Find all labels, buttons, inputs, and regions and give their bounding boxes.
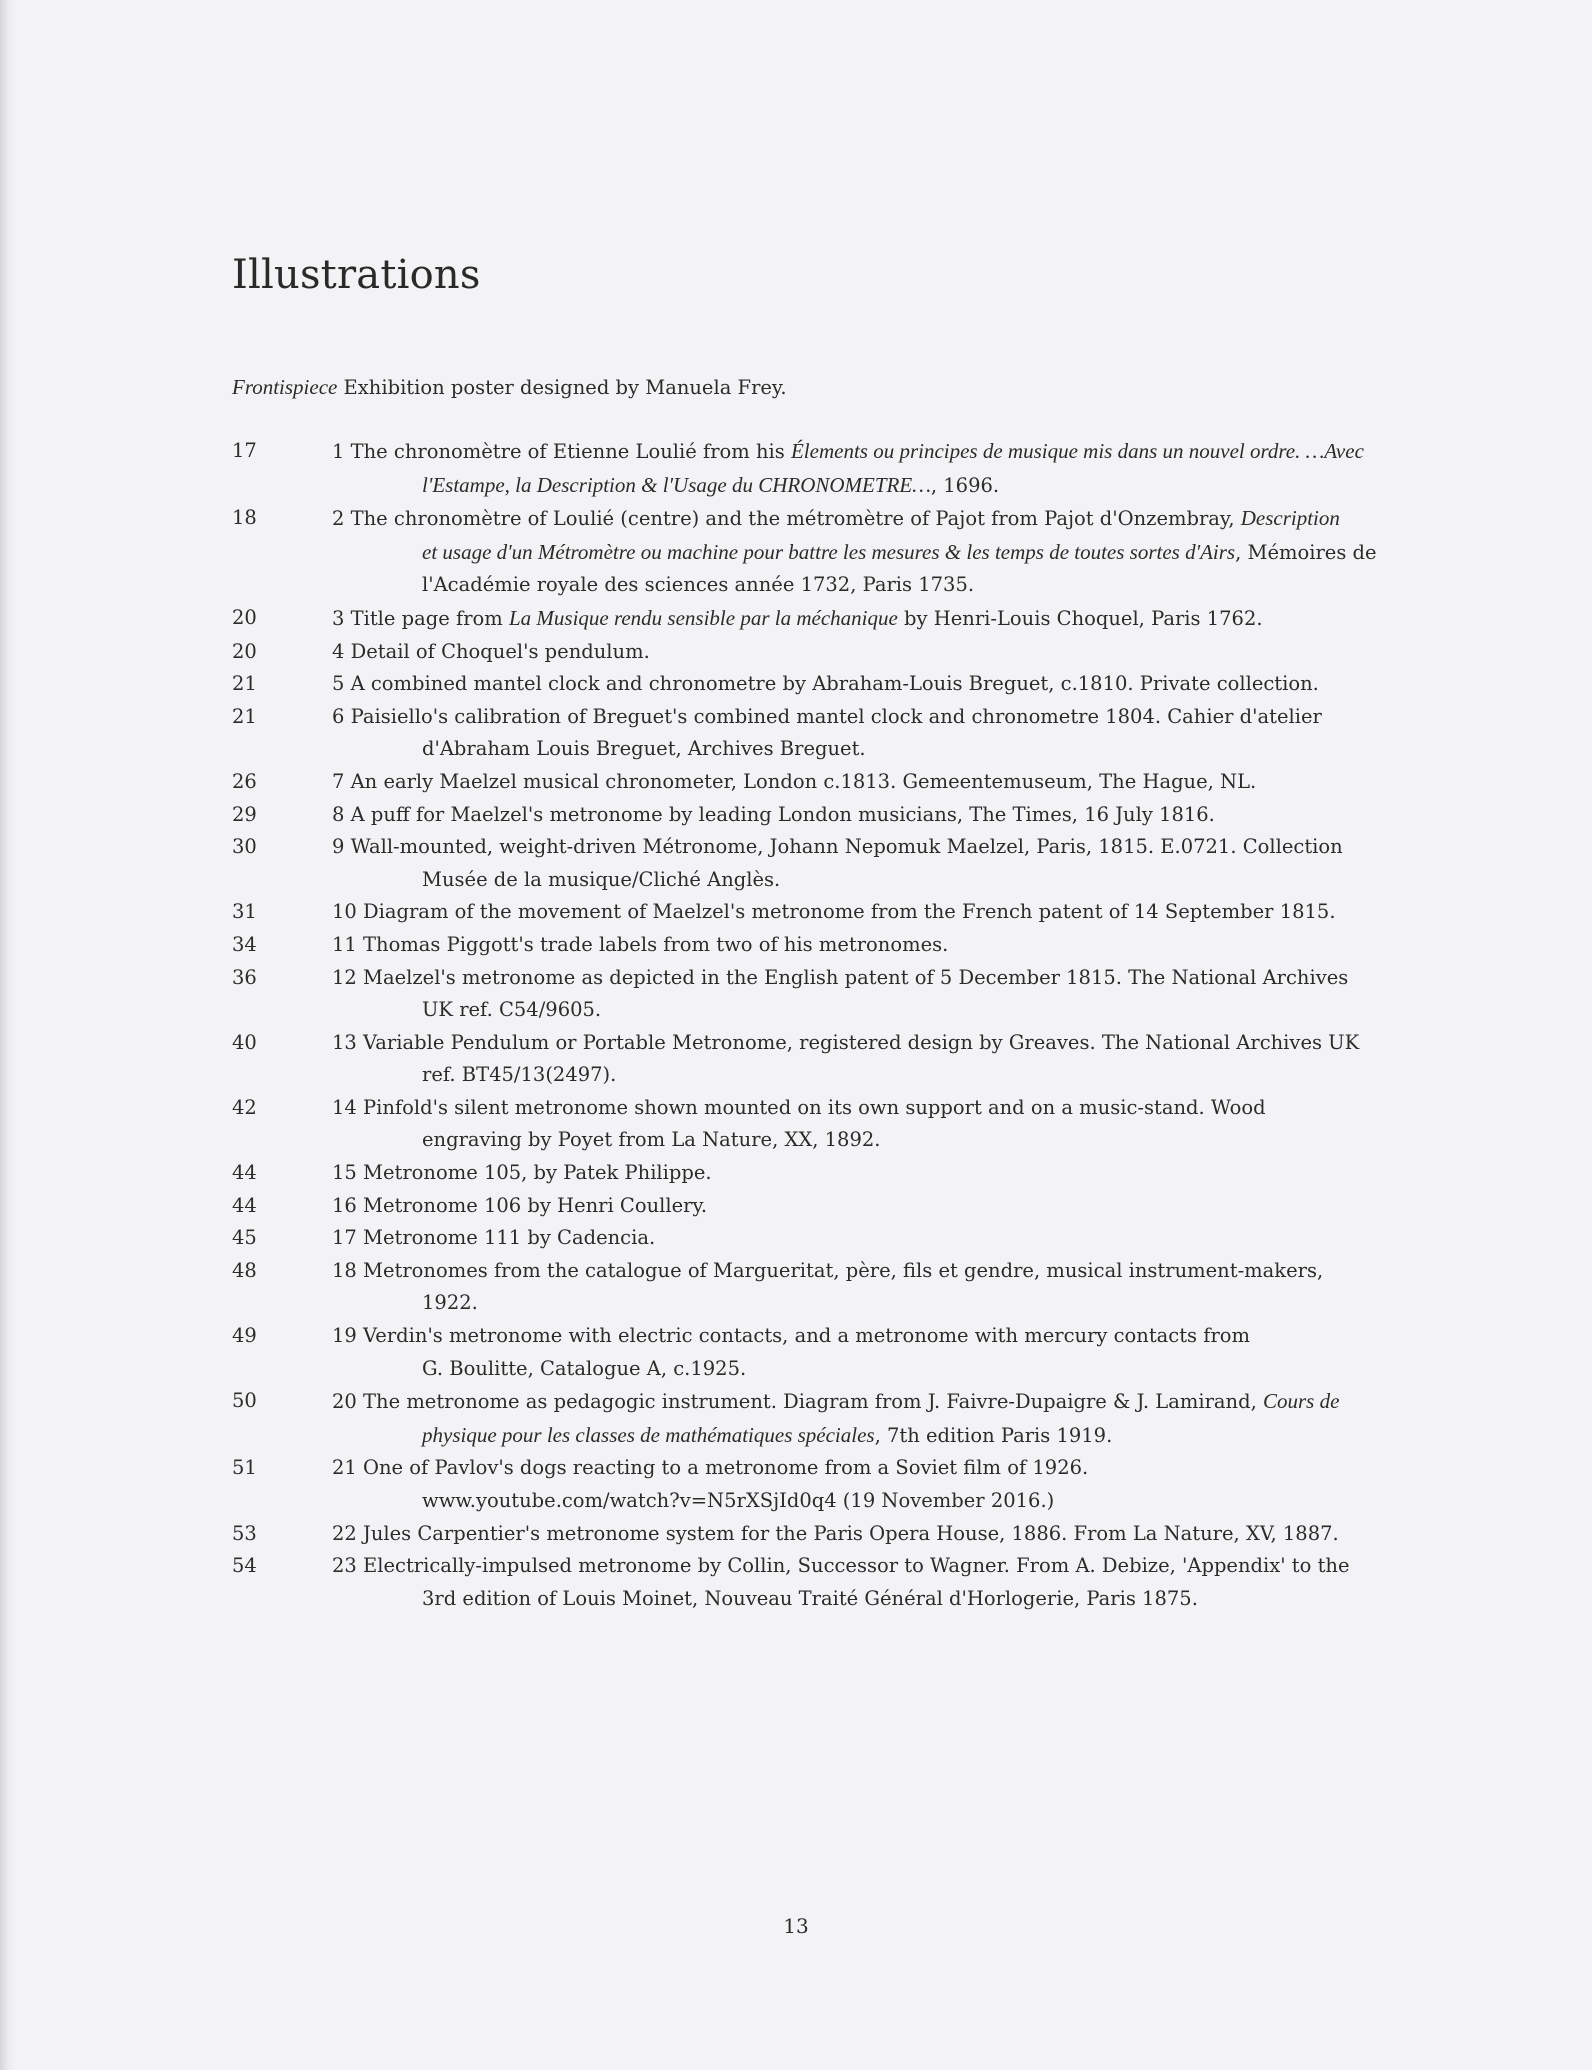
illustration-list (232, 435, 1432, 1615)
entry-page-number: 44 (232, 1161, 257, 1185)
entry-line (332, 668, 1432, 701)
list-item (232, 896, 1432, 929)
list-item (232, 1222, 1432, 1255)
list-item (232, 1190, 1432, 1223)
entry-text: engraving by Poyet from La Nature, XX, 1892. (422, 1128, 881, 1152)
list-item (232, 1550, 1432, 1615)
list-item (232, 701, 1432, 766)
list-item (232, 1255, 1432, 1320)
entry-text: 9 Wall-mounted, weight-driven Métronome, Johann Nepomuk Maelzel, Paris, 1815. E.0721. Collection (332, 835, 1343, 859)
entry-text: 12 Maelzel's metronome as depicted in the English patent of 5 December 1815. The National Archives (332, 965, 1349, 989)
entry-line (332, 1518, 1432, 1551)
list-item (232, 502, 1432, 602)
entry-page-number: 18 (232, 506, 257, 530)
entry-line (332, 502, 1432, 536)
entry-text: by Henri-Louis Choquel, Paris 1762. (897, 606, 1263, 630)
entry-line (332, 1027, 1432, 1060)
list-item (232, 1157, 1432, 1190)
entry-page-number: 40 (232, 1030, 257, 1054)
entry-page-number: 20 (232, 605, 257, 629)
entry-text: Musée de la musique/Cliché Anglès. (422, 867, 781, 891)
list-item (232, 1092, 1432, 1157)
entry-text: 1922. (422, 1291, 478, 1315)
entry-line (332, 1485, 1432, 1518)
entry-line (332, 636, 1432, 669)
entry-page-number: 45 (232, 1226, 257, 1250)
entry-text: 13 Variable Pendulum or Portable Metronome, registered design by Greaves. The National Archives UK (332, 1030, 1360, 1054)
list-item (232, 435, 1432, 502)
list-item (232, 766, 1432, 799)
entry-line (332, 1287, 1432, 1320)
entry-text: 18 Metronomes from the catalogue of Margueritat, père, fils et gendre, musical instrument-makers, (332, 1258, 1324, 1282)
entry-page-number: 51 (232, 1456, 257, 1480)
entry-line (332, 962, 1432, 995)
entry-line (332, 1124, 1432, 1157)
entry-text: d'Abraham Louis Breguet, Archives Breguet. (422, 737, 866, 761)
entry-text: , 1696. (930, 473, 1000, 497)
entry-italic-text: Élements ou principes de musique mis dans un nouvel ordre. …Avec (790, 439, 1364, 463)
entry-text: 10 Diagram of the movement of Maelzel's metronome from the French patent of 14 September 1815. (332, 900, 1336, 924)
entry-line (332, 831, 1432, 864)
entry-line (332, 929, 1432, 962)
entry-text: 14 Pinfold's silent metronome shown mounted on its own support and on a music-stand. Wood (332, 1095, 1266, 1119)
list-item (232, 1518, 1432, 1551)
entry-page-number: 54 (232, 1554, 257, 1578)
list-item (232, 929, 1432, 962)
entry-line (332, 536, 1432, 570)
entry-text: G. Boulitte, Catalogue A, c.1925. (422, 1356, 747, 1380)
entry-text: 6 Paisiello's calibration of Breguet's combined mantel clock and chronometre 1804. Cahier d'atelier (332, 704, 1322, 728)
entry-text: 23 Electrically-impulsed metronome by Collin, Successor to Wagner. From A. Debize, 'Appendix' to the (332, 1554, 1350, 1578)
entry-page-number: 20 (232, 639, 257, 663)
frontispiece-label: Frontispiece (232, 375, 338, 399)
list-item (232, 1027, 1432, 1092)
page-number: 13 (783, 1914, 809, 1938)
entry-line (332, 1353, 1432, 1386)
entry-page-number: 29 (232, 802, 257, 826)
entry-italic-text: physique pour les classes de mathématiques spéciales (422, 1422, 875, 1447)
entry-line (332, 766, 1432, 799)
entry-text: 8 A puff for Maelzel's metronome by leading London musicians, The Times, 16 July 1816. (332, 802, 1215, 826)
entry-page-number: 44 (232, 1193, 257, 1217)
entry-line (332, 994, 1432, 1027)
list-item (232, 831, 1432, 896)
entry-line (332, 1452, 1432, 1485)
entry-text: 4 Detail of Choquel's pendulum. (332, 639, 650, 663)
entry-text: 1 The chronomètre of Etienne Loulié from his (332, 440, 791, 463)
list-item (232, 636, 1432, 669)
entry-line (332, 469, 1432, 503)
page-title: Illustrations (232, 252, 481, 298)
frontispiece-text: Exhibition poster designed by Manuela Frey. (337, 376, 787, 399)
entry-page-number: 26 (232, 769, 257, 793)
entry-text: l'Académie royale des sciences année 1732, Paris 1735. (422, 573, 975, 597)
entry-text: 16 Metronome 106 by Henri Coullery. (332, 1193, 708, 1217)
list-item (232, 668, 1432, 701)
entry-line (332, 1059, 1432, 1092)
entry-page-number: 53 (232, 1521, 257, 1545)
list-item (232, 602, 1432, 636)
entry-line (332, 435, 1432, 469)
entry-italic-text: La Musique rendu sensible par la méchanique (508, 605, 898, 630)
entry-line (332, 569, 1432, 602)
entry-italic-text: et usage d'un Métromètre ou machine pour battre les mesures & les temps de toutes sortes d'Airs (422, 539, 1236, 564)
list-item (232, 799, 1432, 832)
entry-page-number: 49 (232, 1324, 257, 1348)
entry-text: 15 Metronome 105, by Patek Philippe. (332, 1161, 712, 1185)
entry-text: 7 An early Maelzel musical chronometer, London c.1813. Gemeentemuseum, The Hague, NL. (332, 769, 1257, 793)
entry-italic-text: Cours de (1262, 1389, 1340, 1414)
entry-line (332, 1222, 1432, 1255)
entry-text: 17 Metronome 111 by Cadencia. (332, 1226, 656, 1250)
entry-page-number: 21 (232, 704, 257, 728)
entry-text: 3 Title page from (332, 606, 509, 630)
entry-page-number: 21 (232, 672, 257, 696)
entry-page-number: 34 (232, 932, 257, 956)
entry-line (332, 799, 1432, 832)
entry-line (332, 1550, 1432, 1583)
list-item (232, 962, 1432, 1027)
entry-text: 19 Verdin's metronome with electric contacts, and a metronome with mercury contacts from (332, 1324, 1251, 1348)
entry-page-number: 48 (232, 1258, 257, 1282)
page-edge-shadow (0, 0, 14, 2070)
entry-line (332, 1419, 1432, 1453)
entry-line (332, 602, 1432, 636)
entry-italic-text: Description (1240, 506, 1340, 531)
entry-page-number: 31 (232, 900, 257, 924)
entry-page-number: 36 (232, 965, 257, 989)
entry-line (332, 733, 1432, 766)
entry-page-number: 30 (232, 835, 257, 859)
entry-line (332, 701, 1432, 734)
entry-page-number: 50 (232, 1389, 257, 1413)
entry-text: 3rd edition of Louis Moinet, Nouveau Traité Général d'Horlogerie, Paris 1875. (422, 1586, 1198, 1610)
entry-line (332, 1255, 1432, 1288)
list-item (232, 1452, 1432, 1517)
list-item (232, 1320, 1432, 1385)
entry-italic-text: l'Estampe, la Description & l'Usage du CHRONOMETRE… (422, 472, 931, 497)
entry-line (332, 1157, 1432, 1190)
entry-text: 22 Jules Carpentier's metronome system for the Paris Opera House, 1886. From La Nature, XV, 1887. (332, 1521, 1339, 1545)
entry-line (332, 864, 1432, 897)
entry-text: 20 The metronome as pedagogic instrument. Diagram from J. Faivre-Dupaigre & J. Lamirand, (332, 1390, 1263, 1414)
entry-text: UK ref. C54/9605. (422, 998, 602, 1022)
entry-line (332, 1092, 1432, 1125)
entry-text: 11 Thomas Piggott's trade labels from two of his metronomes. (332, 932, 949, 956)
entry-line (332, 1320, 1432, 1353)
entry-line (332, 1385, 1432, 1419)
entry-text: 21 One of Pavlov's dogs reacting to a metronome from a Soviet film of 1926. (332, 1456, 1089, 1480)
entry-text: ref. BT45/13(2497). (422, 1063, 617, 1087)
entry-line (332, 896, 1432, 929)
entry-text: 2 The chronomètre of Loulié (centre) and the métromètre of Pajot from Pajot d'Onzembray, (332, 507, 1241, 531)
entry-text: , 7th edition Paris 1919. (874, 1423, 1113, 1447)
entry-page-number: 42 (232, 1095, 257, 1119)
entry-text: www.youtube.com/watch?v=N5rXSjId0q4 (19 November 2016.) (422, 1489, 1055, 1512)
entry-page-number: 17 (232, 439, 257, 462)
entry-text: , Mémoires de (1235, 540, 1377, 564)
frontispiece-entry (232, 372, 787, 403)
entry-line (332, 1190, 1432, 1223)
entry-text: 5 A combined mantel clock and chronometre by Abraham-Louis Breguet, c.1810. Private collection. (332, 672, 1319, 696)
entry-line (332, 1583, 1432, 1616)
list-item (232, 1385, 1432, 1452)
